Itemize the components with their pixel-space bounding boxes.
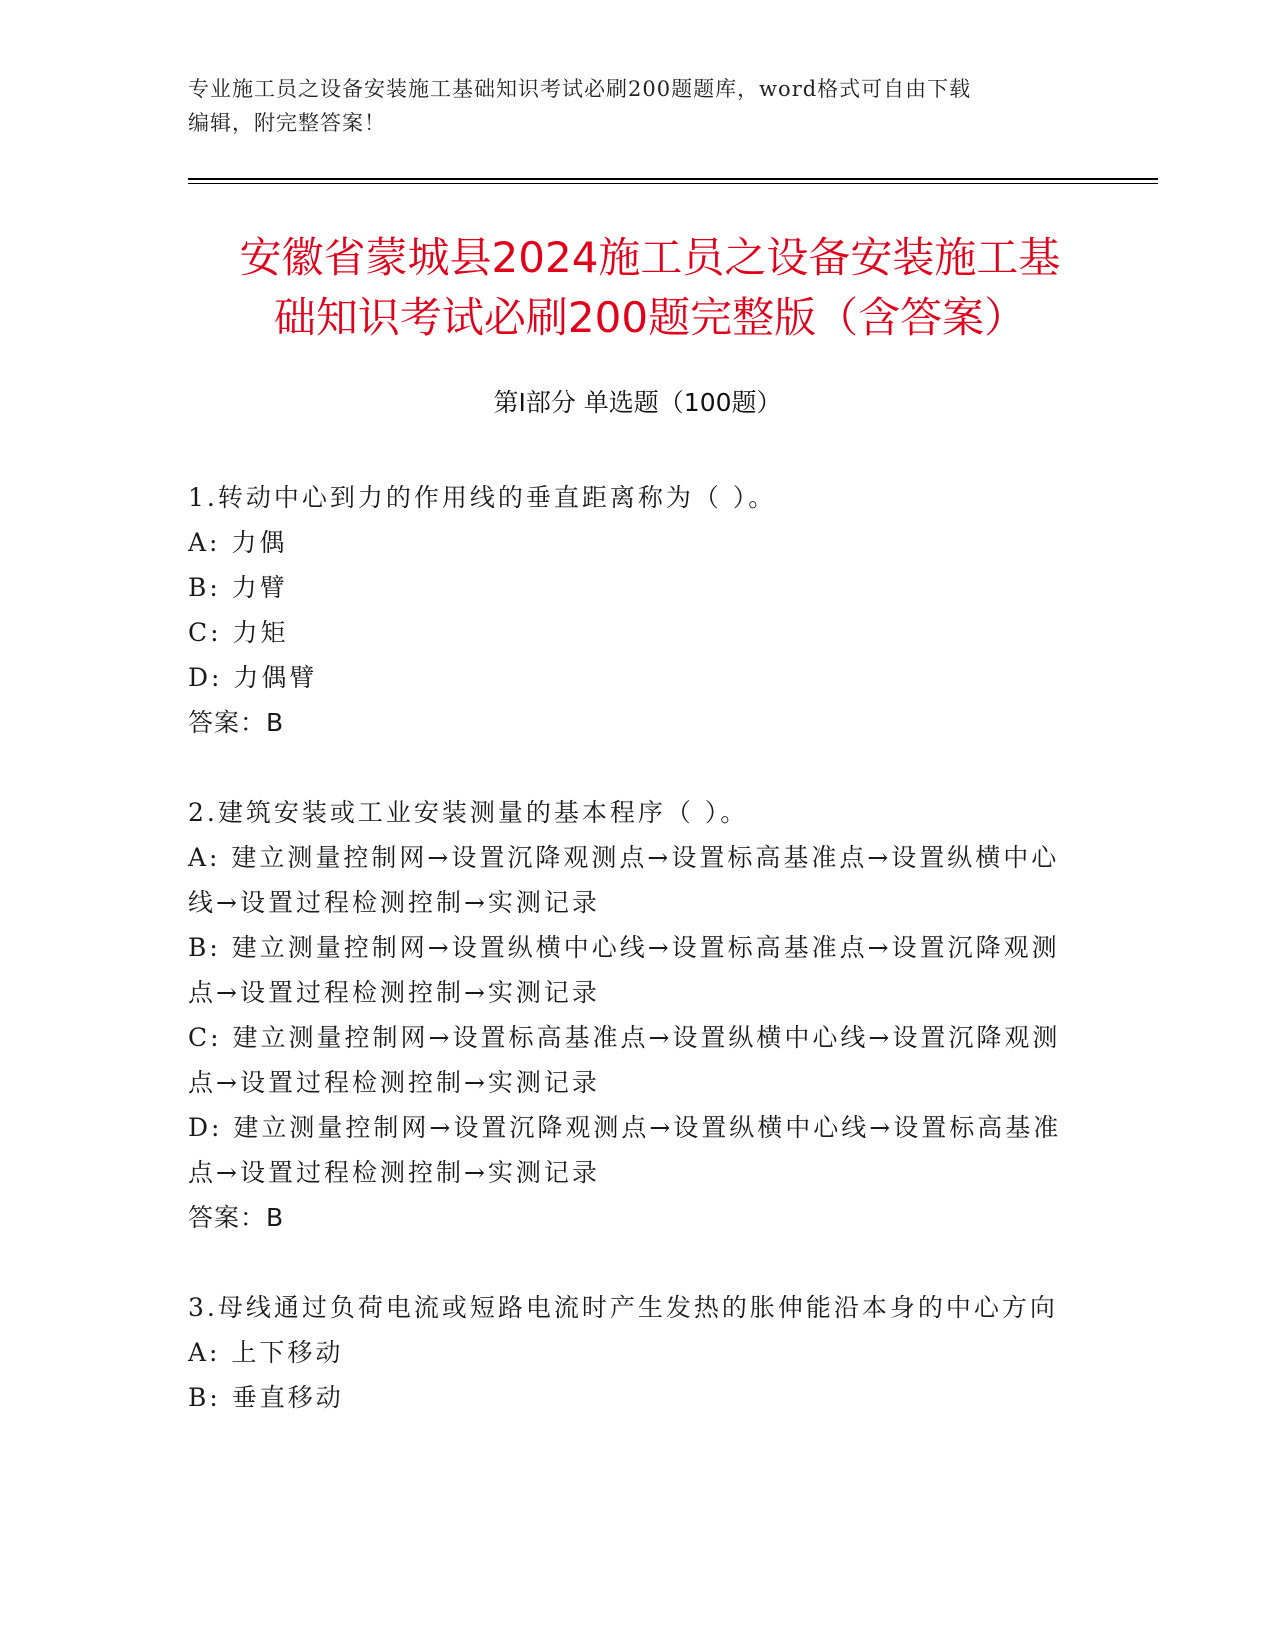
document-title-line2: 础知识考试必刷200题完整版（含答案） [273,293,1027,342]
answer-line [188,1195,1068,1240]
answer-value: B [266,1203,285,1232]
option-c: C: 建立测量控制网→设置标高基准点→设置纵横中心线→设置沉降观测点→设置过程检测控制→实测记录 [188,1023,1061,1097]
header-note-line2: 编辑，附完整答案！ [188,111,386,135]
answer-value: B [266,708,285,737]
document-title-line1: 安徽省蒙城县2024施工员之设备安装施工基 [239,233,1061,282]
question-3 [188,1285,1068,1420]
question-list [188,475,1068,1465]
answer-label: 答案： [188,708,267,737]
question-text: 1.转动中心到力的作用线的垂直距离称为（ ）。 [188,483,777,512]
answer-line [188,700,1068,745]
header-note-line1: 专业施工员之设备安装施工基础知识考试必刷200题题库，word格式可自由下载 [188,77,972,101]
header-divider-thick [188,178,1158,180]
section-title: 第Ⅰ部分 单选题（100题） [493,388,782,417]
question-text: 2.建筑安装或工业安装测量的基本程序（ ）。 [188,798,749,827]
option-a: A: 建立测量控制网→设置沉降观测点→设置标高基准点→设置纵横中心线→设置过程检测控制→实测记录 [188,843,1060,917]
option-b: B: 垂直移动 [188,1383,344,1412]
question-2 [188,790,1068,1240]
option-c: C: 力矩 [188,618,289,647]
answer-label: 答案： [188,1203,267,1232]
header-divider-thin [188,183,1158,184]
option-d: D: 力偶臂 [188,663,318,692]
question-text: 3.母线通过负荷电流或短路电流时产生发热的胀伸能沿本身的中心方向 [188,1293,1058,1322]
header-note [188,72,1088,140]
option-a: A: 上下移动 [188,1338,344,1367]
question-1 [188,475,1068,745]
option-b: B: 建立测量控制网→设置纵横中心线→设置标高基准点→设置沉降观测点→设置过程检测控制→实测记录 [188,933,1060,1007]
document-title [180,228,1120,348]
option-a: A: 力偶 [188,528,288,557]
option-b: B: 力臂 [188,573,288,602]
option-d: D: 建立测量控制网→设置沉降观测点→设置纵横中心线→设置标高基准点→设置过程检测控制→实测记录 [188,1113,1062,1187]
